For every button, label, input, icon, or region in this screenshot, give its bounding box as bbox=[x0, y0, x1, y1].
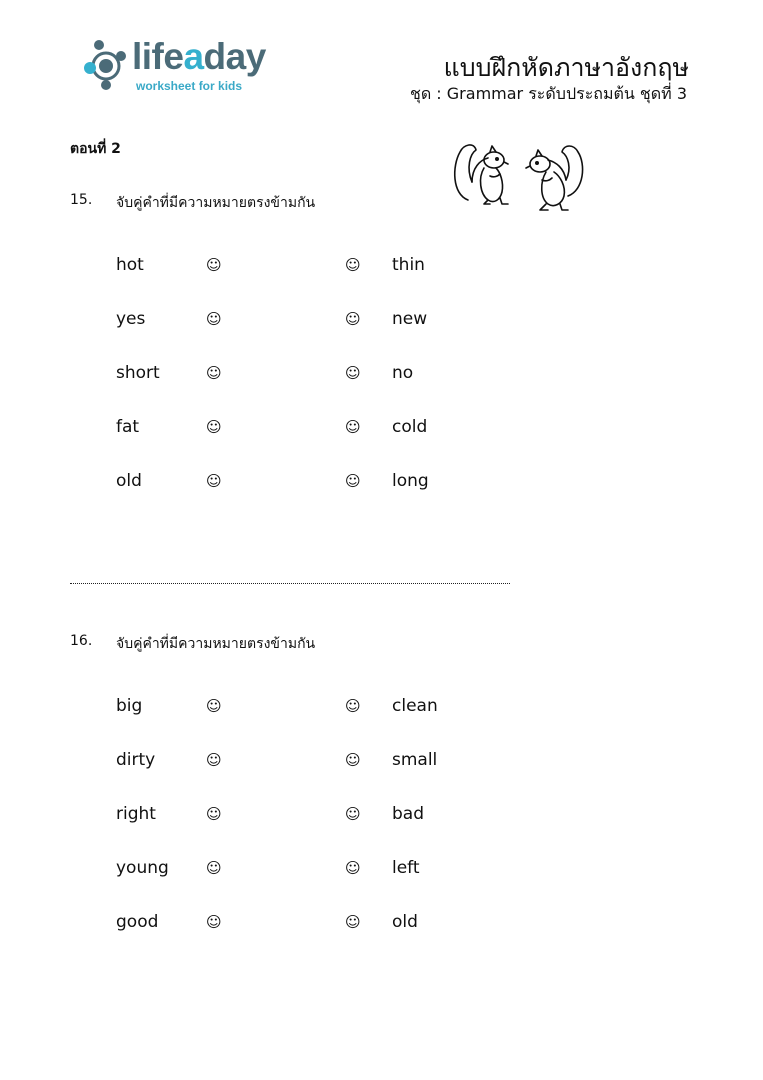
left-word: hot bbox=[116, 255, 144, 275]
match-row bbox=[0, 804, 763, 830]
right-word: cold bbox=[392, 417, 428, 437]
smiley-icon[interactable]: ☺ bbox=[206, 310, 222, 328]
question-number: 15. bbox=[70, 192, 93, 208]
right-word: small bbox=[392, 750, 438, 770]
smiley-icon[interactable]: ☺ bbox=[206, 751, 222, 769]
match-row bbox=[0, 471, 763, 497]
right-word: old bbox=[392, 912, 418, 932]
smiley-icon[interactable]: ☺ bbox=[345, 697, 361, 715]
right-word: clean bbox=[392, 696, 438, 716]
logo-wordmark: lifeaday bbox=[132, 36, 266, 77]
smiley-icon[interactable]: ☺ bbox=[345, 418, 361, 436]
left-word: big bbox=[116, 696, 143, 716]
right-word: new bbox=[392, 309, 428, 329]
right-word: long bbox=[392, 471, 429, 491]
smiley-icon[interactable]: ☺ bbox=[206, 364, 222, 382]
smiley-icon[interactable]: ☺ bbox=[206, 697, 222, 715]
right-word: bad bbox=[392, 804, 424, 824]
smiley-icon[interactable]: ☺ bbox=[345, 751, 361, 769]
lifeaday-logo bbox=[82, 38, 282, 98]
match-row bbox=[0, 750, 763, 776]
smiley-icon[interactable]: ☺ bbox=[345, 256, 361, 274]
smiley-icon[interactable]: ☺ bbox=[206, 859, 222, 877]
left-word: good bbox=[116, 912, 159, 932]
smiley-icon[interactable]: ☺ bbox=[206, 256, 222, 274]
match-row bbox=[0, 696, 763, 722]
left-word: right bbox=[116, 804, 156, 824]
right-word: thin bbox=[392, 255, 425, 275]
smiley-icon[interactable]: ☺ bbox=[345, 805, 361, 823]
smiley-icon[interactable]: ☺ bbox=[206, 472, 222, 490]
worksheet-title: แบบฝึกหัดภาษาอังกฤษ bbox=[443, 53, 689, 82]
match-row bbox=[0, 417, 763, 443]
right-word: no bbox=[392, 363, 414, 383]
smiley-icon[interactable]: ☺ bbox=[206, 418, 222, 436]
question-instruction: จับคู่คำที่มีความหมายตรงข้ามกัน bbox=[116, 636, 316, 652]
logo-tagline: worksheet for kids bbox=[136, 79, 243, 93]
right-word: left bbox=[392, 858, 420, 878]
left-word: fat bbox=[116, 417, 140, 437]
left-word: dirty bbox=[116, 750, 156, 770]
smiley-icon[interactable]: ☺ bbox=[345, 310, 361, 328]
dotted-separator bbox=[70, 583, 510, 584]
match-row bbox=[0, 309, 763, 335]
match-row bbox=[0, 255, 763, 281]
smiley-icon[interactable]: ☺ bbox=[345, 472, 361, 490]
squirrels-illustration bbox=[450, 138, 590, 218]
match-row bbox=[0, 912, 763, 938]
question-instruction: จับคู่คำที่มีความหมายตรงข้ามกัน bbox=[116, 195, 316, 211]
molecule-logo-icon bbox=[82, 38, 132, 94]
question-number: 16. bbox=[70, 633, 93, 649]
smiley-icon[interactable]: ☺ bbox=[345, 859, 361, 877]
match-row bbox=[0, 363, 763, 389]
left-word: young bbox=[116, 858, 169, 878]
part-label: ตอนที่ 2 bbox=[70, 141, 121, 157]
left-word: short bbox=[116, 363, 160, 383]
smiley-icon[interactable]: ☺ bbox=[345, 913, 361, 931]
left-word: old bbox=[116, 471, 142, 491]
smiley-icon[interactable]: ☺ bbox=[206, 913, 222, 931]
smiley-icon[interactable]: ☺ bbox=[345, 364, 361, 382]
worksheet-subtitle: ชุด : Grammar ระดับประถมต้น ชุดที่ 3 bbox=[409, 84, 687, 103]
smiley-icon[interactable]: ☺ bbox=[206, 805, 222, 823]
match-row bbox=[0, 858, 763, 884]
left-word: yes bbox=[116, 309, 146, 329]
